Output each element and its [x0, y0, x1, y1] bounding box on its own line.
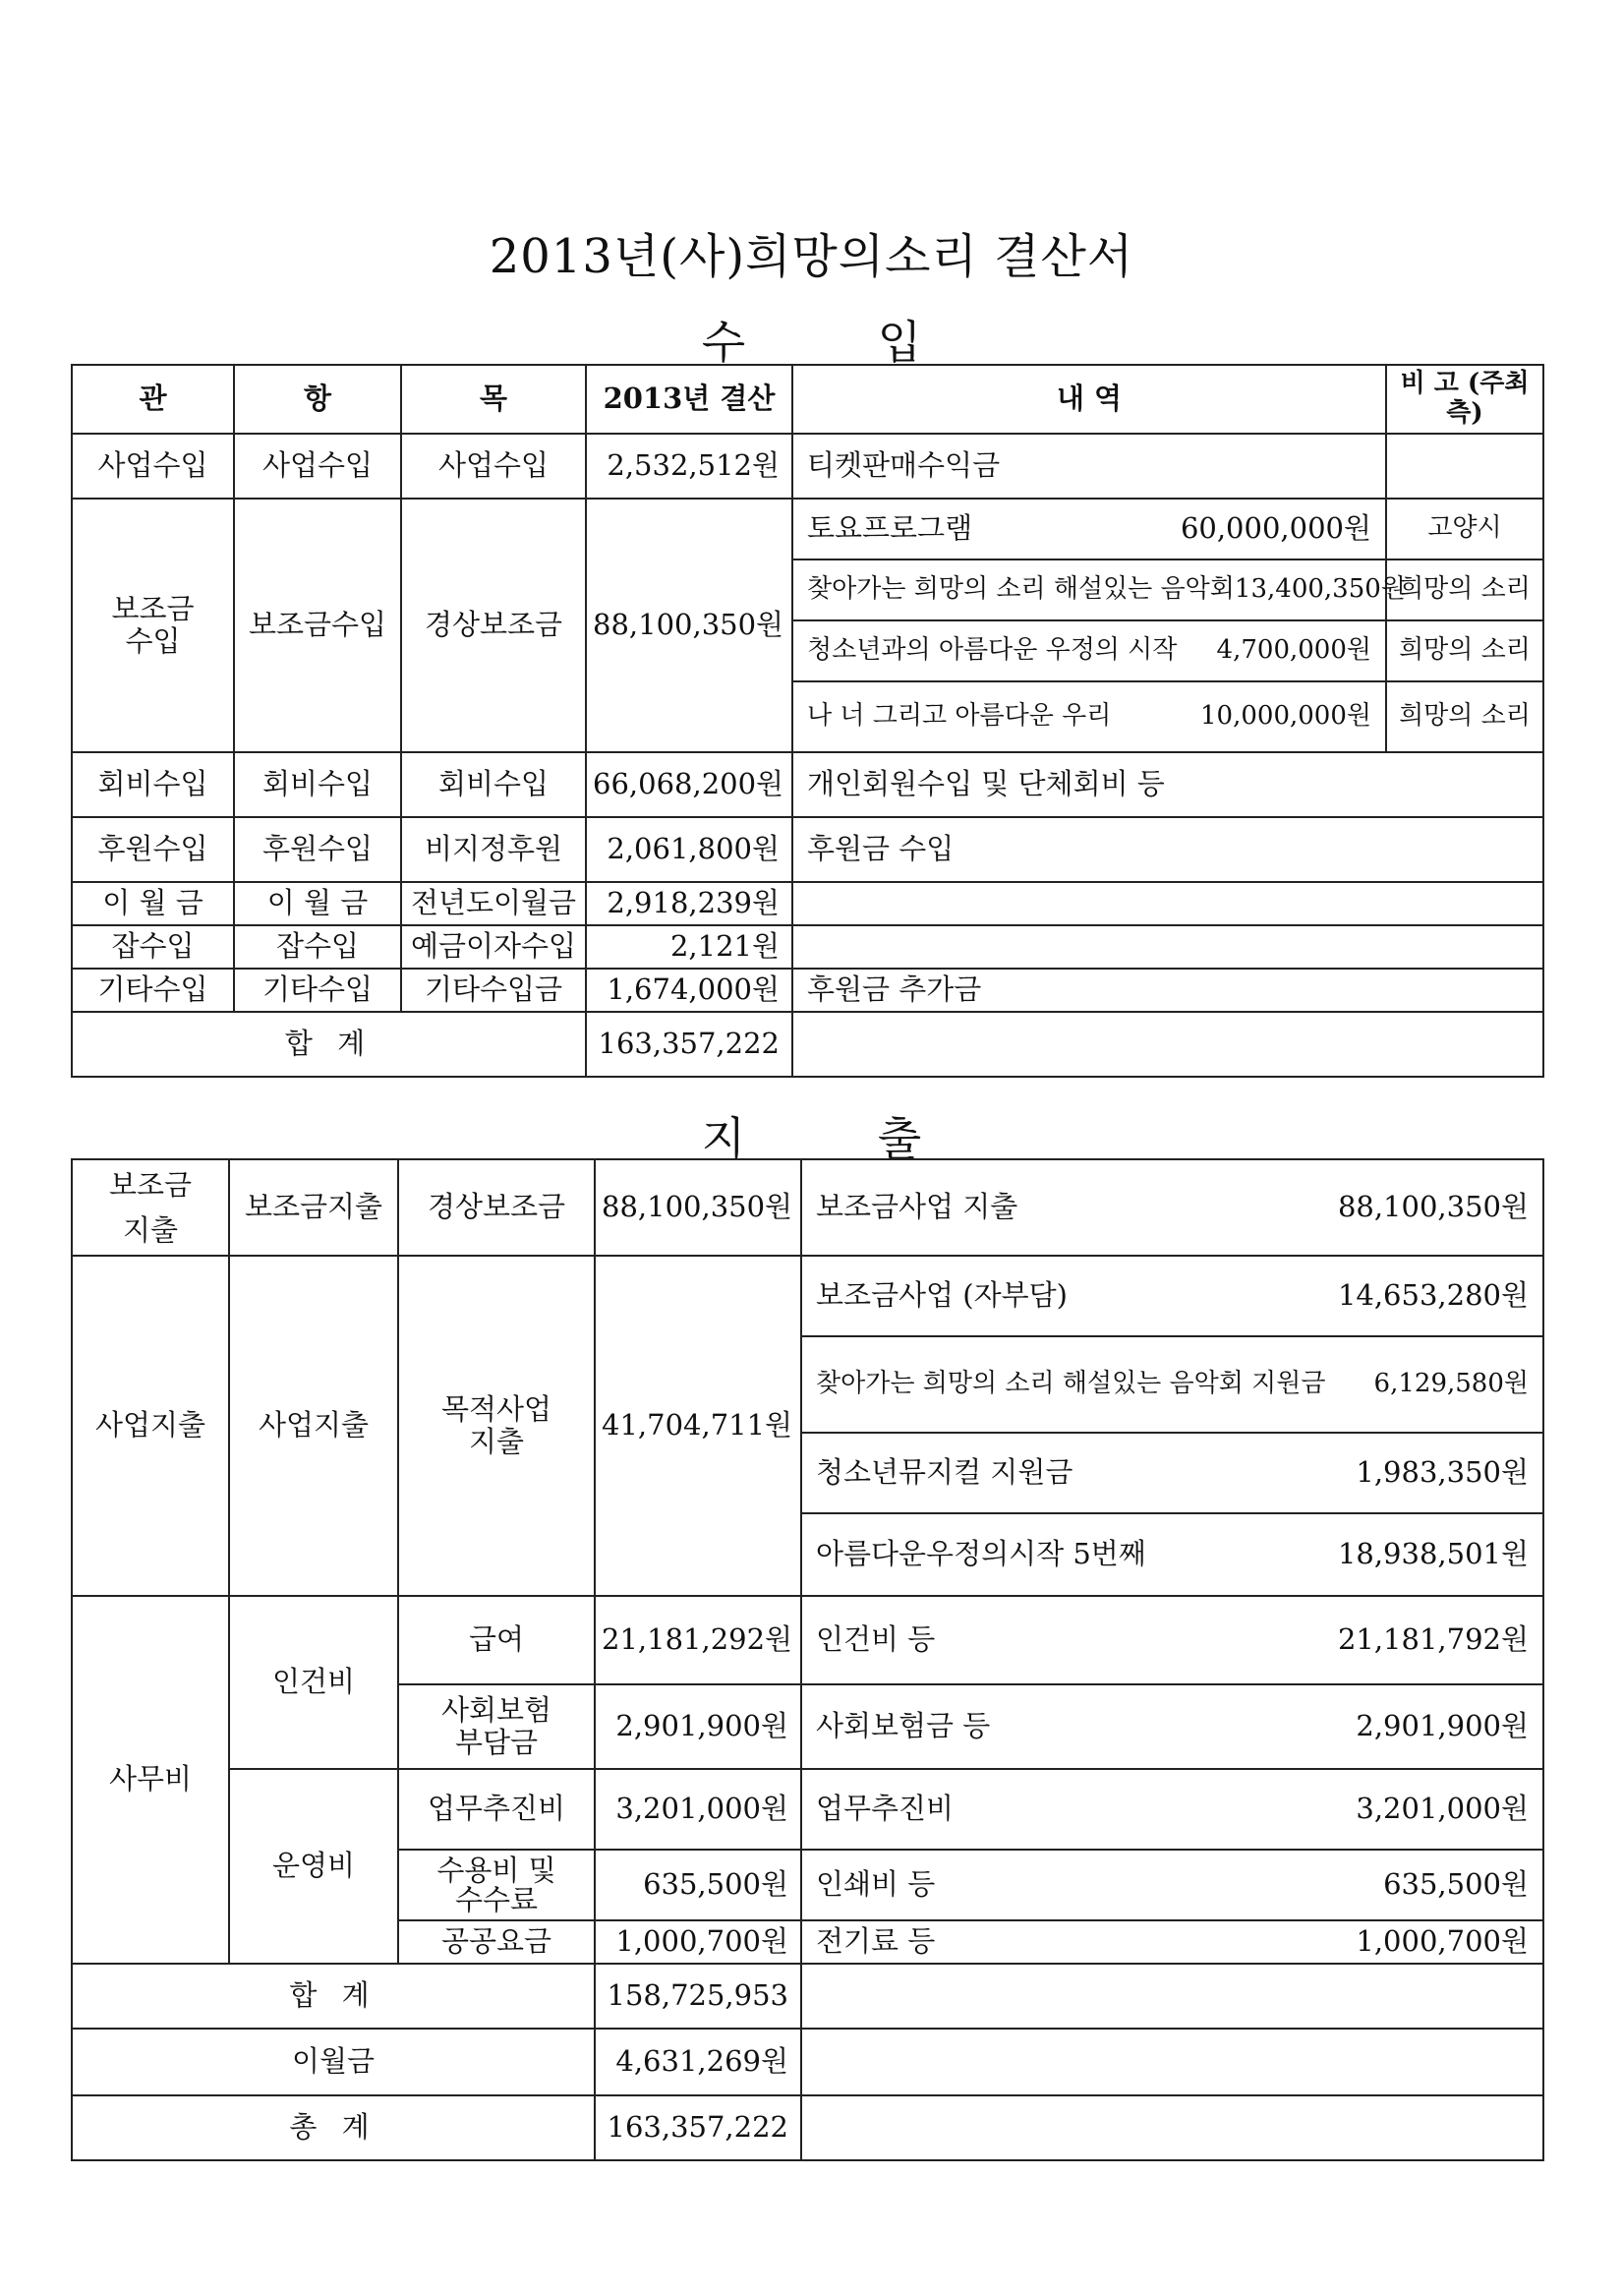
expense-heading: 지 출	[701, 1112, 981, 1165]
mok-cell: 비지정후원	[401, 817, 586, 882]
detail-name: 보조금사업 지출	[816, 1190, 1018, 1224]
item-name: 찾아가는 희망의 소리 해설있는 음악회	[807, 574, 1235, 605]
mok-cell: 공공요금	[398, 1920, 595, 1964]
detail-value: 635,500원	[1383, 1867, 1529, 1902]
detail-value: 3,201,000원	[1356, 1792, 1529, 1826]
mok-cell: 목적사업 지출	[398, 1256, 595, 1596]
amount-cell: 1,000,700원	[595, 1920, 801, 1964]
mok-cell: 전년도이월금	[401, 882, 586, 925]
income-heading: 수 입	[701, 316, 981, 369]
expense-row-office	[72, 1769, 1543, 1850]
item-name: 보조금사업 (자부담)	[816, 1278, 1068, 1313]
hang-cell: 사업수입	[234, 434, 401, 499]
business-item	[801, 1336, 1543, 1433]
income-row-carryover	[72, 882, 1543, 925]
gwan-cell: 회비수입	[72, 752, 234, 817]
expense-table	[71, 1158, 1544, 2161]
detail-cell	[801, 1159, 1543, 1256]
detail-cell	[792, 882, 1543, 925]
gwan-cell: 보조금 수입	[72, 499, 234, 752]
detail-value: 88,100,350원	[1337, 1190, 1529, 1224]
grand-total-detail	[801, 2095, 1543, 2160]
note-cell: 희망의 소리	[1386, 681, 1543, 752]
detail-value: 1,000,700원	[1356, 1924, 1529, 1959]
business-item	[801, 1513, 1543, 1596]
note-cell: 희망의 소리	[1386, 620, 1543, 681]
hang-cell: 잡수입	[234, 925, 401, 969]
detail-cell	[801, 1769, 1543, 1850]
hang-cell: 이 월 금	[234, 882, 401, 925]
subsidy-item	[792, 620, 1386, 681]
detail-cell	[801, 1684, 1543, 1769]
subsidy-item	[792, 499, 1386, 559]
hang-cell: 사업지출	[229, 1256, 398, 1596]
hang-cell: 보조금지출	[229, 1159, 398, 1256]
total-detail	[801, 1964, 1543, 2029]
hang-cell: 기타수입	[234, 969, 401, 1012]
subsidy-item	[792, 559, 1406, 620]
item-value: 1,983,350원	[1356, 1455, 1529, 1490]
detail-cell: 후원금 수입	[792, 817, 1543, 882]
item-value: 13,400,350원	[1234, 574, 1406, 605]
business-item	[801, 1256, 1543, 1336]
income-row-donation	[72, 817, 1543, 882]
total-value: 163,357,222	[586, 1012, 792, 1077]
header-mok: 목	[401, 365, 586, 434]
detail-name: 사회보험금 등	[816, 1709, 991, 1743]
detail-name: 인쇄비 등	[816, 1867, 936, 1902]
expense-total-row	[72, 1964, 1543, 2029]
detail-name: 전기료 등	[816, 1924, 936, 1959]
detail-cell	[792, 925, 1543, 969]
subsidy-item	[792, 681, 1386, 752]
carryover-label: 이월금	[72, 2029, 595, 2095]
gwan-cell: 사업지출	[72, 1256, 229, 1596]
header-detail: 내 역	[792, 365, 1386, 434]
gwan-cell: 후원수입	[72, 817, 234, 882]
hang-cell: 운영비	[229, 1769, 398, 1964]
expense-carryover-row	[72, 2029, 1543, 2095]
mok-cell: 사업수입	[401, 434, 586, 499]
amount-cell: 2,121원	[586, 925, 792, 969]
total-detail	[792, 1012, 1543, 1077]
income-header-row	[72, 365, 1543, 434]
business-item	[801, 1433, 1543, 1513]
note-cell: 희망의 소리	[1386, 559, 1543, 620]
carryover-detail	[801, 2029, 1543, 2095]
item-value: 6,129,580원	[1373, 1369, 1529, 1399]
item-name: 아름다운우정의시작 5번째	[816, 1537, 1146, 1571]
item-value: 4,700,000원	[1216, 635, 1371, 666]
mok-cell: 예금이자수입	[401, 925, 586, 969]
income-total-row	[72, 1012, 1543, 1077]
item-name: 토요프로그램	[807, 511, 973, 546]
amount-cell: 2,901,900원	[595, 1684, 801, 1769]
item-value: 10,000,000원	[1200, 701, 1371, 732]
amount-cell: 2,532,512원	[586, 434, 792, 499]
item-name: 청소년과의 아름다운 우정의 시작	[807, 635, 1178, 666]
gwan-cell: 보조금 지출	[72, 1159, 229, 1256]
amount-cell: 3,201,000원	[595, 1769, 801, 1850]
hang-cell: 후원수입	[234, 817, 401, 882]
detail-value: 21,181,792원	[1337, 1622, 1529, 1657]
mok-cell: 수용비 및 수수료	[398, 1850, 595, 1920]
mok-cell: 경상보조금	[401, 499, 586, 752]
amount-cell: 66,068,200원	[586, 752, 792, 817]
grand-total-value: 163,357,222	[595, 2095, 801, 2160]
mok-cell: 업무추진비	[398, 1769, 595, 1850]
total-label: 합 계	[72, 1012, 586, 1077]
detail-cell	[801, 1850, 1543, 1920]
gwan-cell: 사무비	[72, 1596, 229, 1964]
gwan-cell: 기타수입	[72, 969, 234, 1012]
amount-cell: 21,181,292원	[595, 1596, 801, 1684]
grand-total-label: 총 계	[72, 2095, 595, 2160]
expense-grand-total-row	[72, 2095, 1543, 2160]
mok-cell: 기타수입금	[401, 969, 586, 1012]
detail-cell: 개인회원수입 및 단체회비 등	[792, 752, 1543, 817]
hang-cell: 인건비	[229, 1596, 398, 1769]
item-value: 18,938,501원	[1337, 1537, 1529, 1571]
detail-name: 인건비 등	[816, 1622, 936, 1657]
mok-cell: 회비수입	[401, 752, 586, 817]
header-gwan: 관	[72, 365, 234, 434]
item-name: 청소년뮤지컬 지원금	[816, 1455, 1073, 1490]
header-amount: 2013년 결산	[586, 365, 792, 434]
header-hang: 항	[234, 365, 401, 434]
amount-cell: 88,100,350원	[595, 1159, 801, 1256]
carryover-value: 4,631,269원	[595, 2029, 801, 2095]
total-value: 158,725,953	[595, 1964, 801, 2029]
item-value: 14,653,280원	[1337, 1278, 1529, 1313]
gwan-cell: 사업수입	[72, 434, 234, 499]
detail-value: 2,901,900원	[1356, 1709, 1529, 1743]
hang-cell: 회비수입	[234, 752, 401, 817]
income-row-misc	[72, 925, 1543, 969]
mok-cell: 급여	[398, 1596, 595, 1684]
gwan-cell: 이 월 금	[72, 882, 234, 925]
note-cell	[1386, 434, 1543, 499]
amount-cell: 2,918,239원	[586, 882, 792, 925]
item-name: 나 너 그리고 아름다운 우리	[807, 701, 1112, 732]
mok-cell: 사회보험 부담금	[398, 1684, 595, 1769]
header-note: 비 고 (주최측)	[1386, 365, 1543, 434]
total-label: 합 계	[72, 1964, 595, 2029]
income-row-membership	[72, 752, 1543, 817]
amount-cell: 41,704,711원	[595, 1256, 801, 1596]
mok-cell: 경상보조금	[398, 1159, 595, 1256]
income-row-other	[72, 969, 1543, 1012]
expense-row-business	[72, 1256, 1543, 1336]
item-name: 찾아가는 희망의 소리 해설있는 음악회 지원금	[816, 1369, 1326, 1399]
document-title: 2013년(사)희망의소리 결산서	[489, 229, 1134, 284]
amount-cell: 1,674,000원	[586, 969, 792, 1012]
detail-cell: 티켓판매수익금	[792, 434, 1386, 499]
hang-cell: 보조금수입	[234, 499, 401, 752]
income-table	[71, 364, 1544, 1078]
note-cell: 고양시	[1386, 499, 1543, 559]
detail-cell	[801, 1920, 1543, 1964]
income-row-business	[72, 434, 1543, 499]
income-row-subsidy	[72, 499, 1543, 559]
expense-row-subsidy	[72, 1159, 1543, 1256]
amount-cell: 2,061,800원	[586, 817, 792, 882]
amount-cell: 88,100,350원	[586, 499, 792, 752]
detail-name: 업무추진비	[816, 1792, 955, 1826]
expense-row-office	[72, 1596, 1543, 1684]
gwan-cell: 잡수입	[72, 925, 234, 969]
detail-cell: 후원금 추가금	[792, 969, 1543, 1012]
detail-cell	[801, 1596, 1543, 1684]
item-value: 60,000,000원	[1180, 511, 1371, 546]
amount-cell: 635,500원	[595, 1850, 801, 1920]
